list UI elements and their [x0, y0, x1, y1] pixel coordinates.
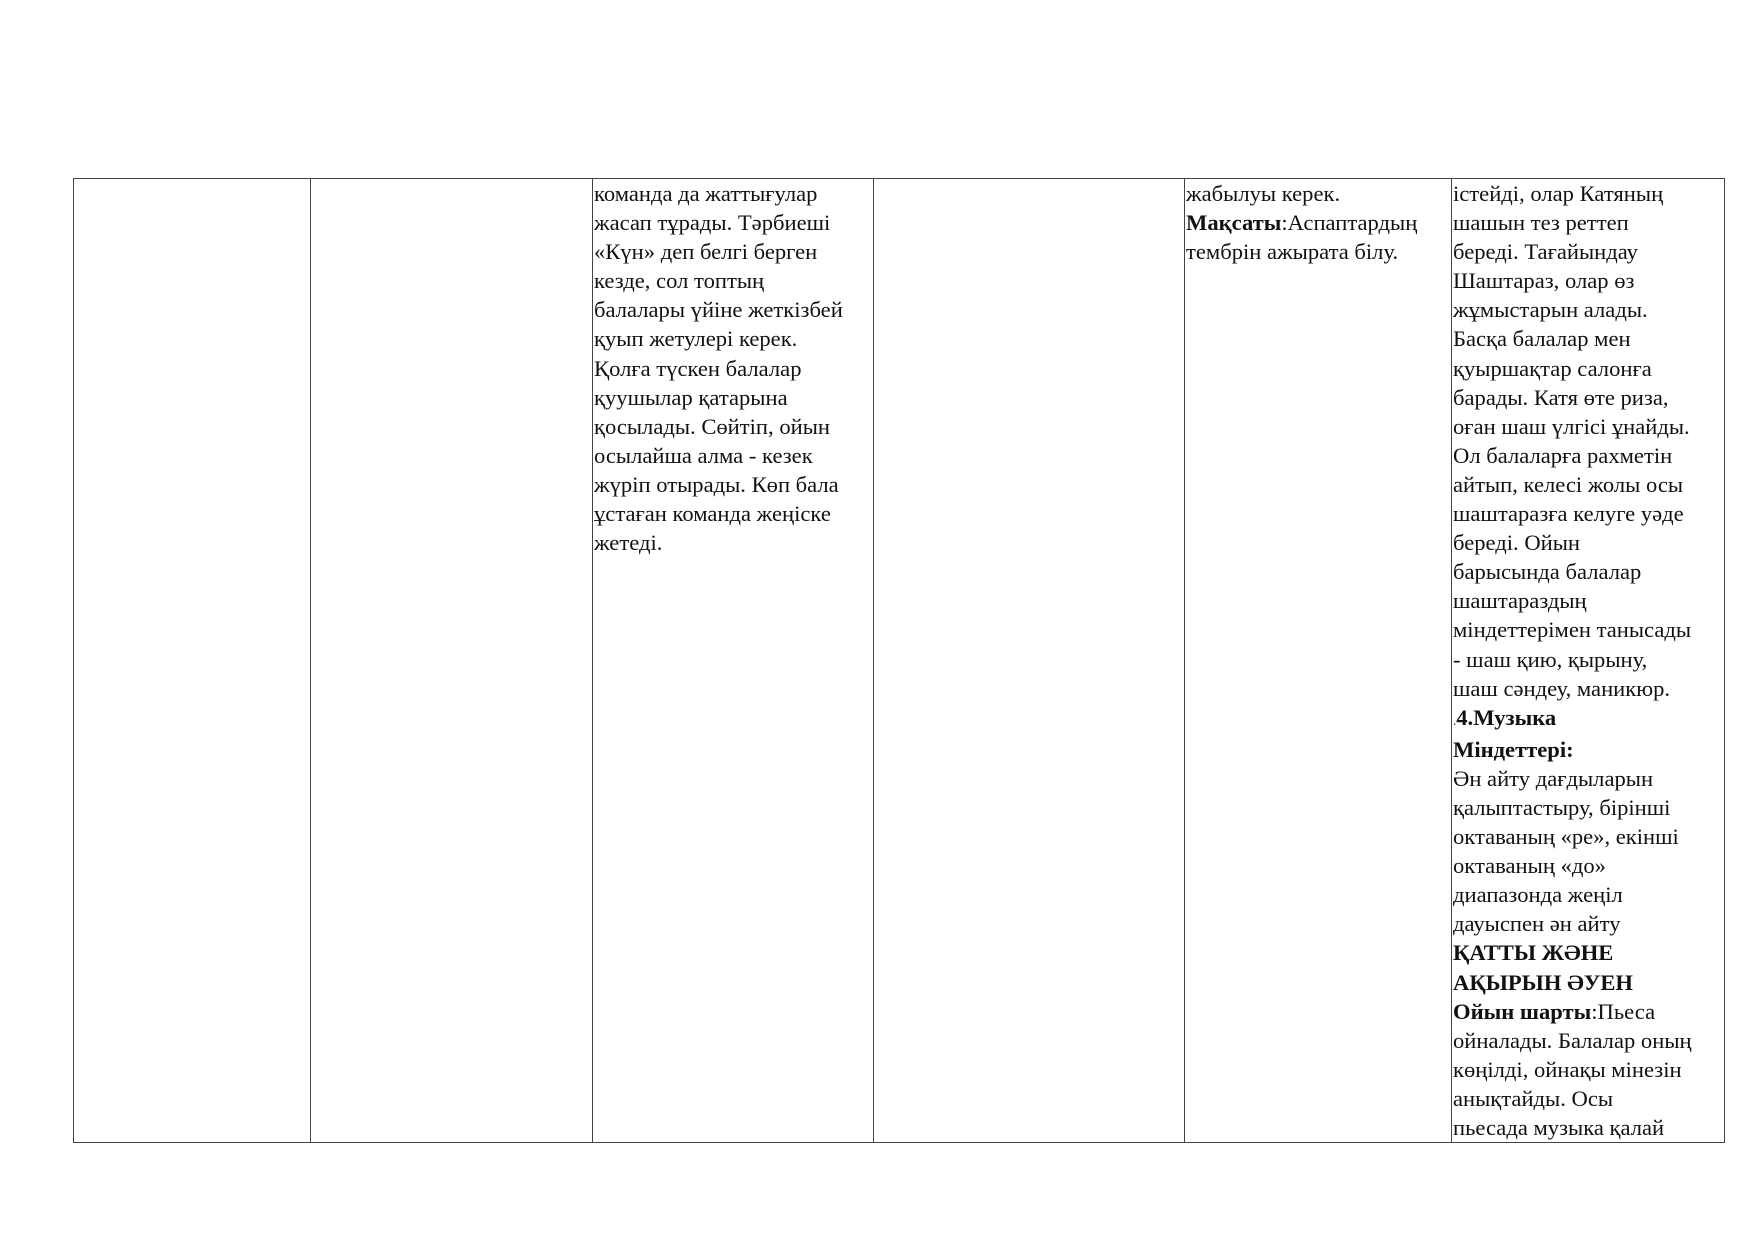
cell-text-line: жетеді. — [594, 530, 663, 556]
cell-text-line: жабылуы керек. — [1186, 181, 1341, 206]
cell-text-line: барады. Катя өте риза, — [1453, 384, 1669, 410]
cell-text-line: кезде, сол топтың — [594, 268, 765, 294]
cell-text-line: ойналады. Балалар оның — [1453, 1027, 1692, 1053]
table-cell-col2 — [311, 179, 593, 1143]
cell-text-line: диапазонда жеңіл — [1453, 882, 1623, 908]
cell-text-line: тембрін ажырата білу. — [1186, 239, 1399, 265]
cell-text-line: Басқа балалар мен — [1453, 326, 1631, 352]
cell-text-line: береді. Тағайындау — [1453, 239, 1638, 265]
cell-text-line: көңілді, ойнақы мінезін — [1453, 1056, 1682, 1082]
cell-text-line: барысында балалар — [1453, 559, 1642, 585]
table-cell-col3 — [593, 179, 874, 1143]
table-cell-col6 — [1452, 179, 1725, 1143]
cell-text-line: Шаштараз, олар өз — [1453, 268, 1635, 294]
game-title-line: ҚАТТЫ ЖӘНЕ — [1453, 940, 1614, 966]
cell-text-line: шашын тез реттеп — [1453, 210, 1629, 236]
cell-text-line: оған шаш үлгісі ұнайды. — [1453, 413, 1690, 439]
cell-text-line: жүріп отырады. Көп бала — [594, 471, 839, 497]
goal-line — [1186, 208, 1449, 237]
cell-text-line: осылайша алма - кезек — [594, 442, 813, 468]
cell-text-line: пьесада музыка қалай — [1453, 1115, 1665, 1140]
cell-text-line: айтып, келесі жолы осы — [1453, 471, 1684, 497]
cell-text-line: шаш сәндеу, маникюр. — [1453, 675, 1671, 701]
game-title-line: АҚЫРЫН ӘУЕН — [1453, 969, 1634, 995]
lesson-plan-table — [73, 178, 1725, 1143]
goal-text: :Аспаптардың — [1281, 210, 1418, 236]
music-dot: . — [1453, 712, 1457, 728]
music-heading-line — [1453, 703, 1722, 735]
cell-text-line: береді. Ойын — [1453, 530, 1581, 556]
rules-first: :Пьеса — [1591, 998, 1656, 1024]
cell-text-line: жасап тұрады. Тәрбиеші — [594, 210, 831, 236]
goal-label: Мақсаты — [1186, 210, 1282, 236]
table-cell-col5 — [1185, 179, 1452, 1143]
cell-text-line: - шаш қию, қырыну, — [1453, 646, 1648, 672]
cell-text-line: дауыспен ән айту — [1453, 911, 1621, 937]
rules-line — [1453, 997, 1722, 1026]
cell-text-line: Қолға түскен балалар — [594, 355, 802, 381]
tasks-label: Міндеттері: — [1453, 736, 1574, 762]
cell-text-line: қосылады. Сөйтіп, ойын — [594, 413, 830, 439]
cell-text-line: жұмыстарын алады. — [1453, 297, 1648, 323]
cell-text-line: Ән айту дағдыларын — [1453, 765, 1654, 791]
cell-text-line: анықтайды. Осы — [1453, 1085, 1614, 1111]
cell-text-line: міндеттерімен танысады — [1453, 617, 1692, 643]
cell-text-line: істейді, олар Катяның — [1453, 181, 1664, 206]
cell-text-line: команда да жаттығулар — [594, 181, 818, 206]
cell-text-line: қуушылар қатарына — [594, 384, 788, 410]
music-heading: 4.Музыка — [1456, 704, 1557, 730]
table-cell-col4 — [874, 179, 1185, 1143]
cell-text-line: шаштаразға келуге уәде — [1453, 501, 1684, 527]
cell-text-line: «Күн» деп белгі берген — [594, 239, 818, 265]
table-cell-col1 — [74, 179, 311, 1143]
cell-text-line: қалыптастыру, бірінші — [1453, 794, 1671, 820]
cell-text-line: қуып жетулері керек. — [594, 326, 798, 352]
rules-label: Ойын шарты — [1453, 998, 1592, 1024]
table-row — [74, 179, 1725, 1143]
cell-text-line: балалары үйіне жеткізбей — [594, 297, 843, 323]
cell-text-line: октаваның «ре», екінші — [1453, 824, 1679, 850]
cell-text-line: Ол балаларға рахметін — [1453, 442, 1673, 468]
cell-text-line: ұстаған команда жеңіске — [594, 501, 831, 527]
cell-text-line: қуыршақтар салонға — [1453, 355, 1652, 381]
cell-text-line: шаштараздың — [1453, 588, 1587, 614]
cell-text-line: октаваның «до» — [1453, 853, 1606, 879]
